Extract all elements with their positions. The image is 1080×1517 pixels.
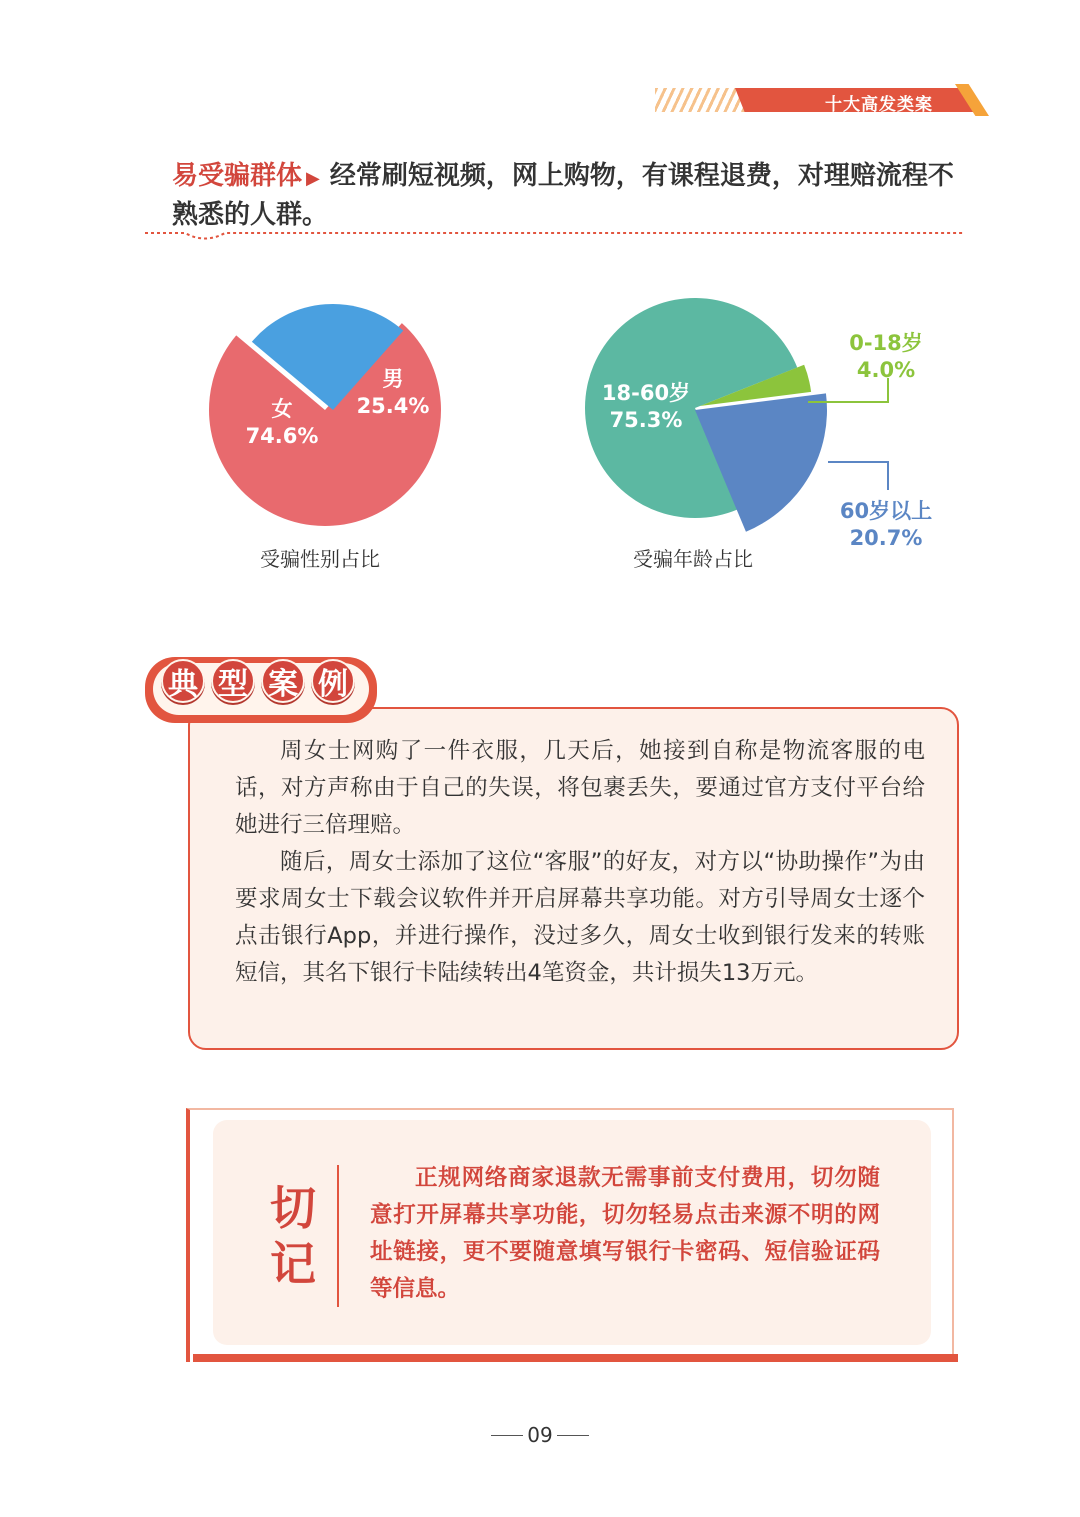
reminder-paragraph: 正规网络商家退款无需事前支付费用，切勿随意打开屏幕共享功能，切勿轻易点击来源不明的网址链接，更不要随意填写银行卡密码、短信验证码等信息。 xyxy=(370,1165,880,1302)
page-number xyxy=(490,1422,590,1448)
reminder-text xyxy=(370,1160,880,1308)
page-number-line-right xyxy=(557,1435,589,1436)
pie-label-senior-value: 20.7% xyxy=(849,526,923,550)
triangle-icon: ▶ xyxy=(306,168,320,189)
case-tab-char: 典 xyxy=(161,659,205,703)
page-number-value: 09 xyxy=(527,1423,553,1447)
target-group-label: 易受骗群体 xyxy=(172,161,303,191)
pie-label-minor-value: 4.0% xyxy=(856,358,916,382)
callout-line-60plus xyxy=(828,462,888,490)
page-number-line-left xyxy=(491,1435,523,1436)
gender-pie-chart xyxy=(200,280,460,540)
case-tab-char: 案 xyxy=(261,659,305,703)
target-group xyxy=(172,158,962,233)
target-group-description: 经常刷短视频，网上购物，有课程退费，对理赔流程不熟悉的人群。 xyxy=(172,161,954,230)
section-title: 十大高发类案 xyxy=(825,95,933,115)
pie-label-minor-name: 0-18岁 xyxy=(849,331,923,355)
pie-label-male-name: 男 xyxy=(382,367,404,391)
section-banner xyxy=(655,82,995,122)
case-paragraph-1: 周女士网购了一件衣服，几天后，她接到自称是物流客服的电话，对方声称由于自己的失误，将包裹丢失，要通过官方支付平台给她进行三倍理赔。 xyxy=(235,738,925,838)
reminder-title: 切记 xyxy=(270,1181,316,1291)
case-paragraph-2: 随后，周女士添加了这位“客服”的好友，对方以“协助操作”为由要求周女士下载会议软件并开启屏幕共享功能。对方引导周女士逐个点击银行App，并进行操作，没过多久，周女士收到银行发来的转账短信，其名下银行卡陆续转出4笔资金，共计损失13万元。 xyxy=(235,849,925,986)
reminder-bottom-bar xyxy=(193,1354,958,1362)
pie-label-female-name: 女 xyxy=(271,397,293,421)
case-text xyxy=(235,733,925,992)
pie-label-male-value: 25.4% xyxy=(356,394,430,418)
reminder-divider xyxy=(337,1165,339,1307)
age-pie-chart xyxy=(560,280,960,550)
pie-label-adult-name: 18-60岁 xyxy=(601,381,691,405)
case-tab xyxy=(145,657,377,723)
pie-label-senior-name: 60岁以上 xyxy=(839,499,933,523)
gender-chart-caption: 受骗性别占比 xyxy=(260,547,380,571)
dotted-divider xyxy=(145,230,965,244)
case-tab-title xyxy=(161,659,355,703)
pie-label-female-value: 74.6% xyxy=(245,424,319,448)
pie-label-adult-value: 75.3% xyxy=(609,408,683,432)
case-tab-char: 例 xyxy=(311,659,355,703)
case-box xyxy=(188,707,959,1050)
case-tab-char: 型 xyxy=(211,659,255,703)
age-chart-caption: 受骗年龄占比 xyxy=(633,547,753,571)
